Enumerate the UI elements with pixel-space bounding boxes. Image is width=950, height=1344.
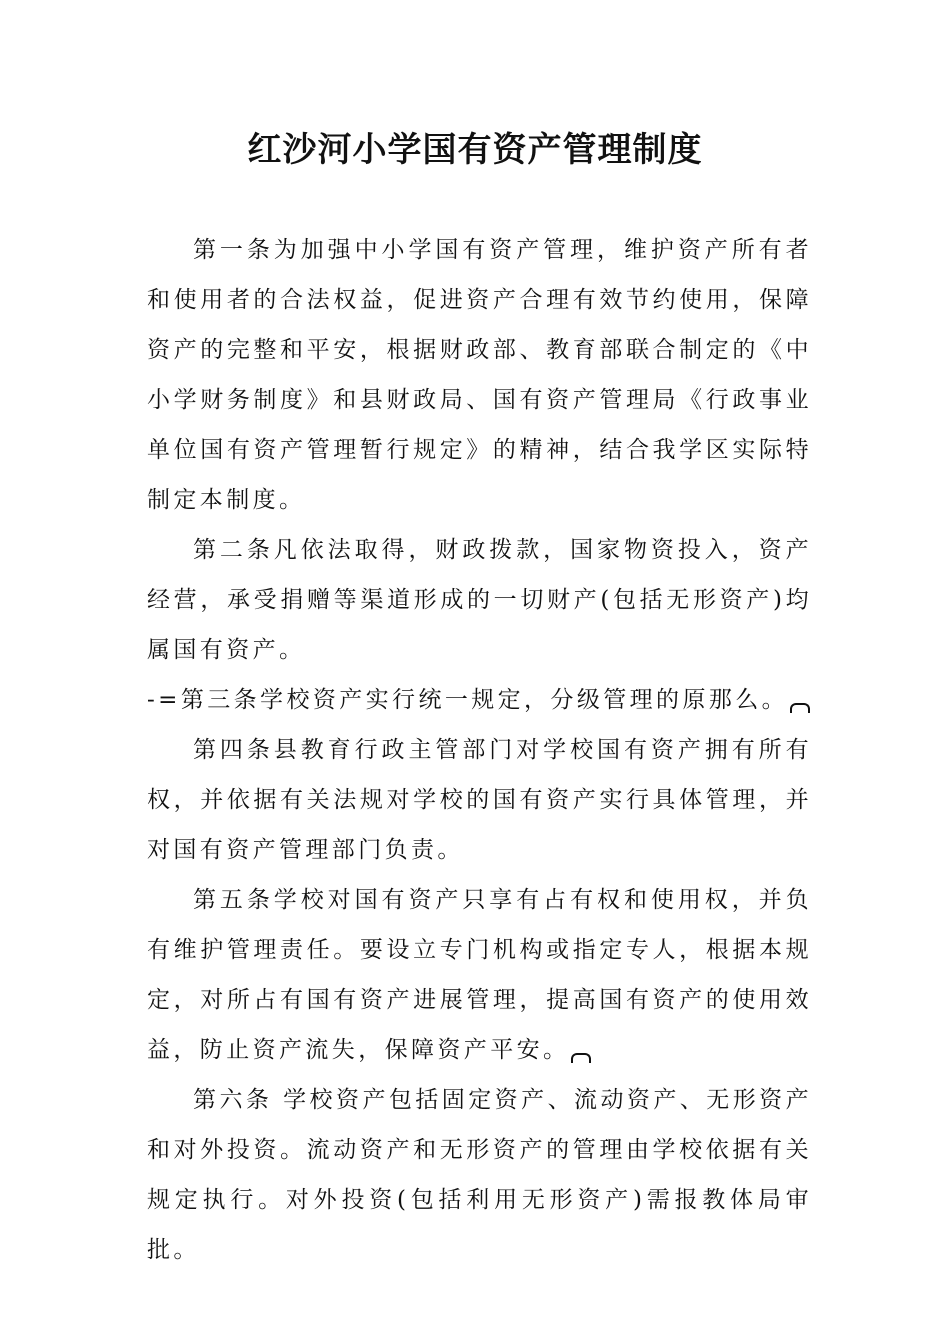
article-3-text: -=第三条学校资产实行统一规定，分级管理的原那么。 — [147, 687, 789, 713]
document-title: 红沙河小学国有资产管理制度 — [247, 130, 703, 170]
document-body — [147, 225, 812, 1275]
article-2 — [147, 525, 812, 675]
article-5-text: 第五条学校对国有资产只享有占有权和使用权，并负有维护管理责任。要设立专门机构或指定专人，根据本规定，对所占有国有资产进展管理，提高国有资产的使用效益，防止资产流失，保障资产平安。 — [147, 887, 812, 1063]
article-1 — [147, 225, 812, 525]
article-2-text: 第二条凡依法取得，财政拨款，国家物资投入，资产经营，承受捐赠等渠道形成的一切财产(包括无形资产)均属国有资产。 — [147, 537, 812, 663]
article-4 — [147, 725, 812, 875]
article-3 — [147, 675, 812, 725]
article-1-text: 第一条为加强中小学国有资产管理，维护资产所有者和使用者的合法权益，促进资产合理有效节约使用，保障资产的完整和平安，根据财政部、教育部联合制定的《中小学财务制度》和县财政局、国有资产管理局《行政事业单位国有资产管理暂行规定》的精神，结合我学区实际特制定本制度。 — [147, 237, 812, 513]
article-6 — [147, 1075, 812, 1275]
scan-mark-icon — [571, 1053, 591, 1063]
scan-mark-icon — [790, 703, 810, 713]
article-4-text: 第四条县教育行政主管部门对学校国有资产拥有所有权，并依据有关法规对学校的国有资产实行具体管理，并对国有资产管理部门负责。 — [147, 737, 812, 863]
article-6-text: 第六条 学校资产包括固定资产、流动资产、无形资产和对外投资。流动资产和无形资产的管理由学校依据有关规定执行。对外投资(包括利用无形资产)需报教体局审批。 — [147, 1087, 812, 1263]
article-5 — [147, 875, 812, 1075]
